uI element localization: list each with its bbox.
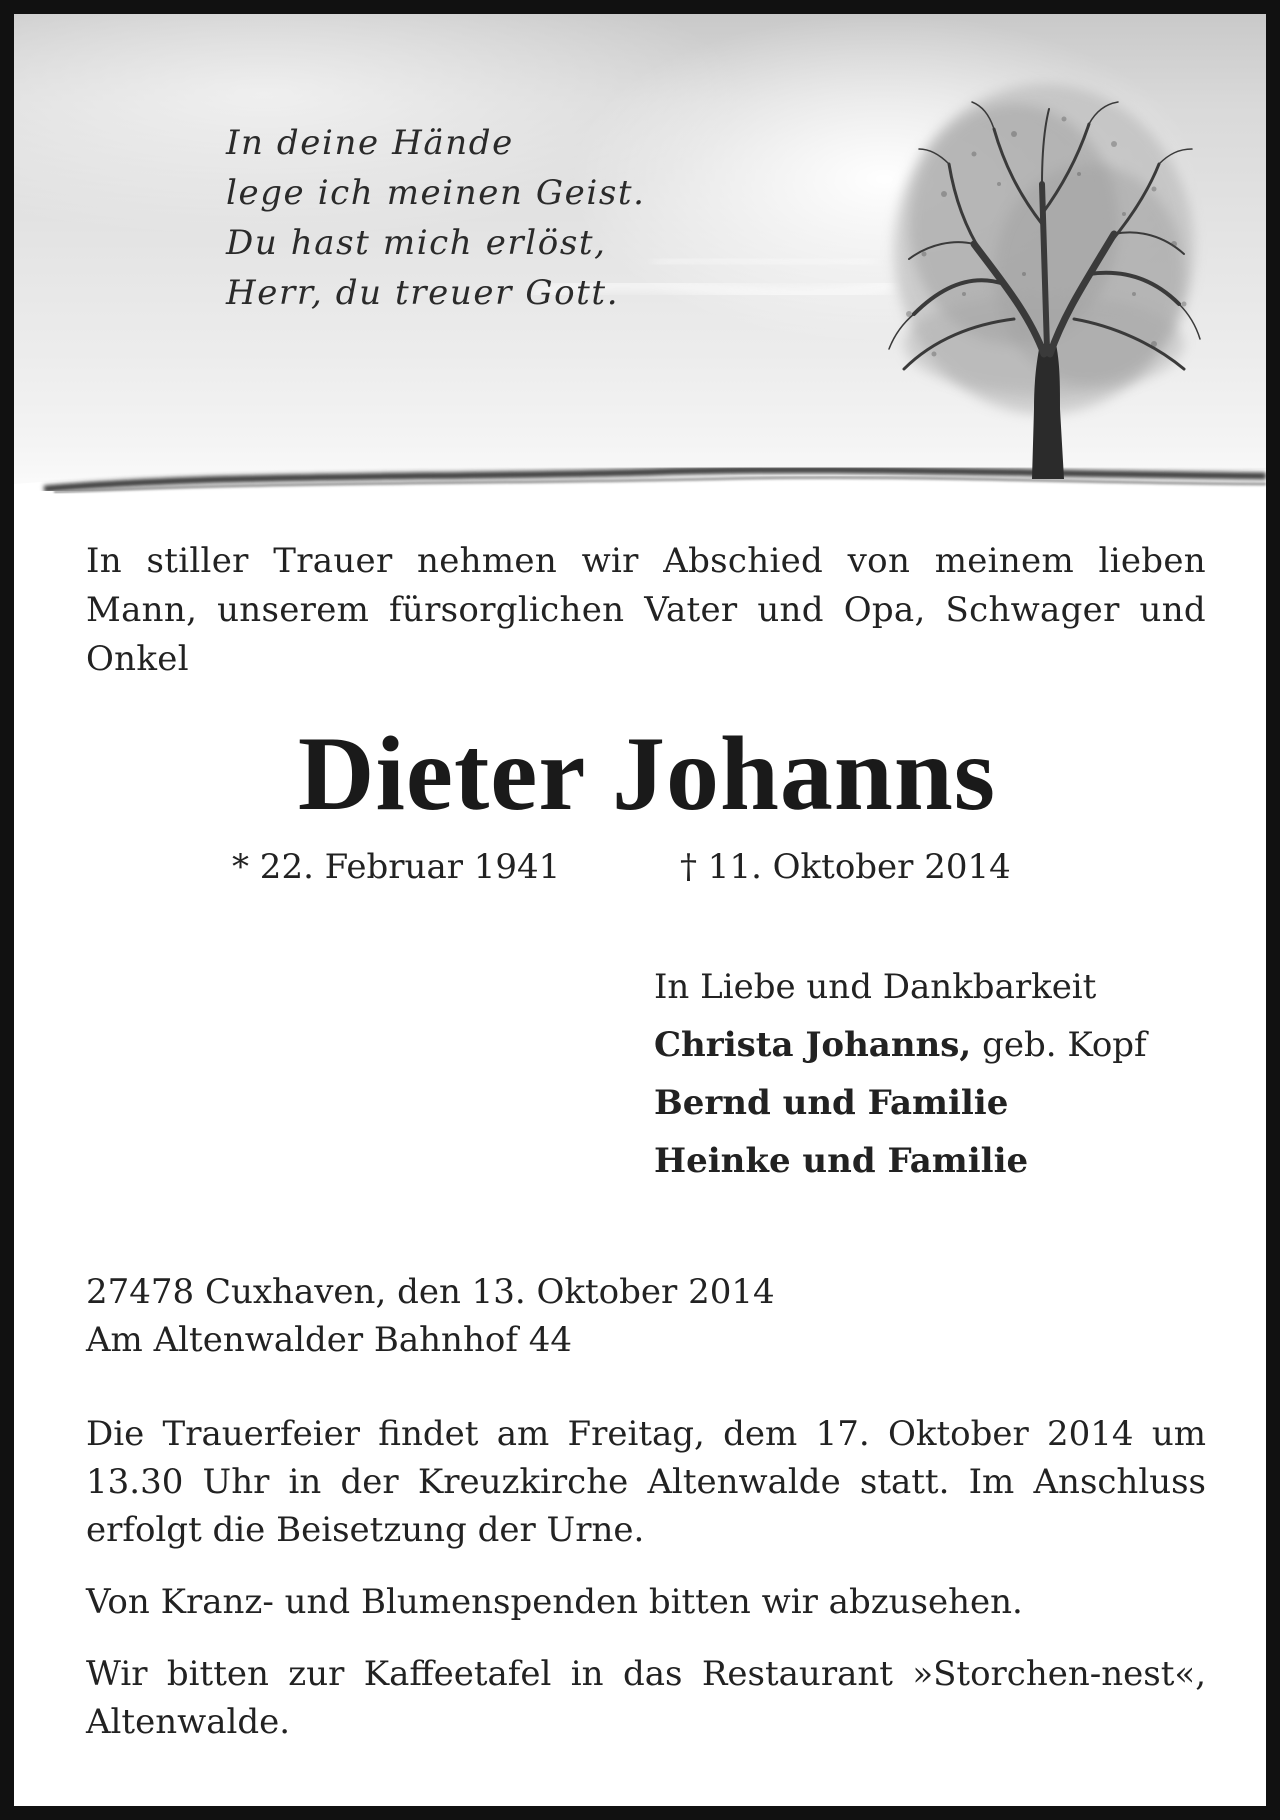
tree-icon: [889, 84, 1200, 479]
verse-line: Herr, du treuer Gott.: [226, 273, 620, 313]
header-image: [14, 14, 1266, 514]
verse-line: lege ich meinen Geist.: [226, 173, 646, 213]
street-address: Am Altenwalder Bahnhof 44: [86, 1320, 572, 1360]
mourners-block: [654, 958, 1147, 1190]
closing-phrase: In Liebe und Dankbarkeit: [654, 967, 1097, 1007]
address-block: [86, 1268, 775, 1364]
bible-verse: [226, 118, 646, 318]
funeral-notice: Die Trauerfeier findet am Freitag, dem 17. Oktober 2014 um 13.30 Uhr in der Kreuzkirche Altenwalde statt. Im Anschluss erfolgt die Beisetzung der Urne.: [86, 1414, 1206, 1550]
flowers-notice: Von Kranz- und Blumenspenden bitten wir abzusehen.: [86, 1582, 1023, 1622]
mourner-name: Heinke und Familie: [654, 1141, 1029, 1181]
mourner-line: [654, 1074, 1147, 1132]
verse-line: Du hast mich erlöst,: [226, 223, 607, 263]
place-date: 27478 Cuxhaven, den 13. Oktober 2014: [86, 1272, 775, 1312]
mourner-line: [654, 1016, 1147, 1074]
verse-line: In deine Hände: [226, 123, 514, 163]
intro-text: In stiller Trauer nehmen wir Abschied von meinem lieben Mann, unserem fürsorglichen Vater und Opa, Schwager und Onkel: [86, 541, 1206, 679]
coffee-notice: Wir bitten zur Kaffeetafel in das Restaurant »Storchen-nest«, Altenwalde.: [86, 1654, 1206, 1742]
mourner-line: [654, 1132, 1147, 1190]
mourner-name: Christa Johanns,: [654, 1025, 972, 1065]
deceased-name: Dieter Johanns: [297, 715, 997, 832]
death-date: † 11. Oktober 2014: [680, 847, 1011, 887]
mourner-name: Bernd und Familie: [654, 1083, 1009, 1123]
birth-date: * 22. Februar 1941: [232, 847, 561, 887]
mourner-maiden-name: geb. Kopf: [971, 1025, 1147, 1065]
